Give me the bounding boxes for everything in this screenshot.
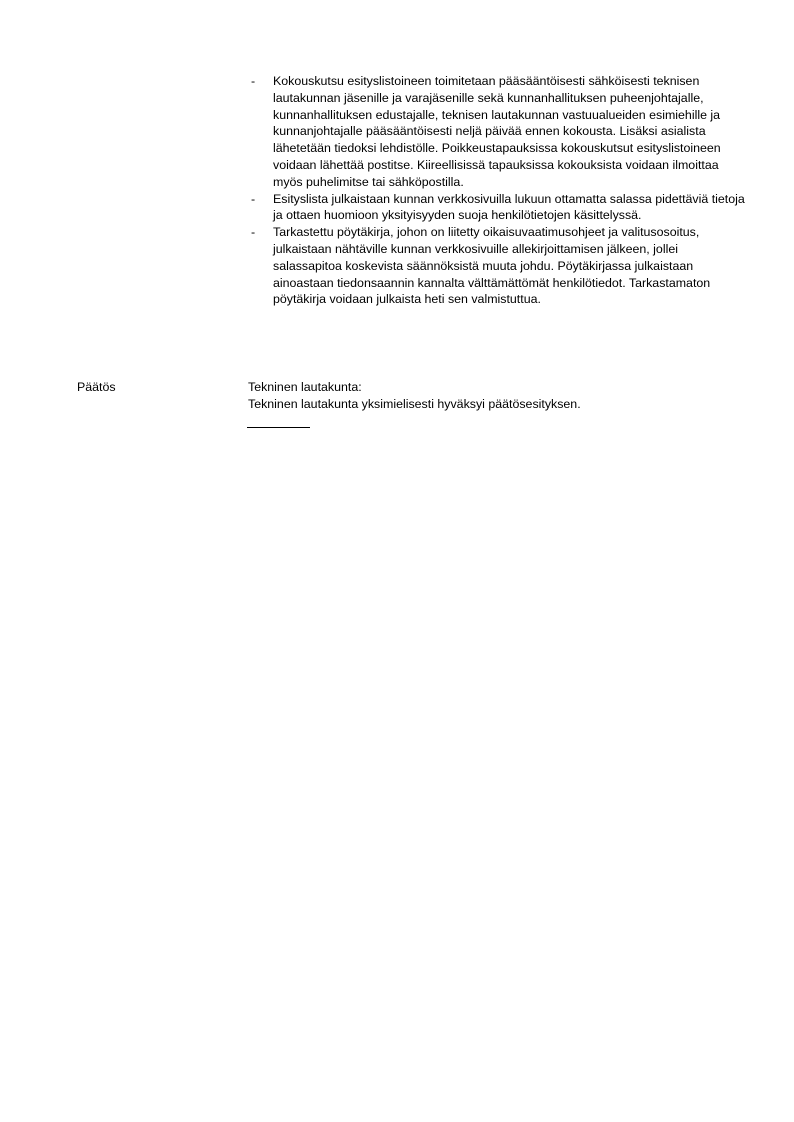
- list-item-text: Esityslista julkaistaan kunnan verkkosivuilla lukuun ottamatta salassa pidettäviä tietoja ja ottaen huomioon yksityisyyden suoja henkilötietojen käsittelyssä.: [273, 191, 745, 223]
- decision-body: [248, 379, 748, 413]
- list-item-text: Kokouskutsu esityslistoineen toimitetaan pääsääntöisesti sähköisesti teknisen lautakunnan jäsenille ja varajäsenille sekä kunnanhallituksen puheenjohtajalle, kunnanhallituksen edustajalle, teknisen lautakunnan vastuualueiden esimiehille ja kunnanjohtajalle pääsääntöisesti neljä päivää ennen kokousta. Lisäksi asialista lähetetään tiedoksi lehdistölle. Poikkeustapauksissa kokouskutsut esityslistoineen voidaan lähettää postitse. Kiireellisissä tapauksissa kokouksista voidaan ilmoittaa myös puhelimitse tai sähköpostilla.: [273, 74, 721, 189]
- section-end-rule: [247, 427, 310, 428]
- bullet-dash: -: [251, 74, 256, 88]
- bullet-list: [248, 73, 748, 308]
- decision-body-title: Tekninen lautakunta:: [248, 380, 362, 394]
- decision-body-text: Tekninen lautakunta yksimielisesti hyväksyi päätösesityksen.: [248, 396, 581, 411]
- list-item: [248, 224, 748, 308]
- bullet-dash: -: [251, 191, 256, 206]
- list-item: [248, 73, 748, 191]
- list-item: [248, 191, 748, 225]
- decision-label: Päätös: [77, 380, 116, 394]
- list-item-text: Tarkastettu pöytäkirja, johon on liitetty oikaisuvaatimusohjeet ja valitusosoitus, julkaistaan nähtäville kunnan verkkosivuille allekirjoittamisen jälkeen, jollei salassapitoa koskevista säännöksistä muuta johdu. Pöytäkirjassa julkaistaan ainoastaan tiedonsaannin kannalta välttämättömät henkilötiedot. Tarkastamaton pöytäkirja voidaan julkaista heti sen valmistuttua.: [273, 225, 711, 307]
- bullet-dash: -: [251, 225, 256, 240]
